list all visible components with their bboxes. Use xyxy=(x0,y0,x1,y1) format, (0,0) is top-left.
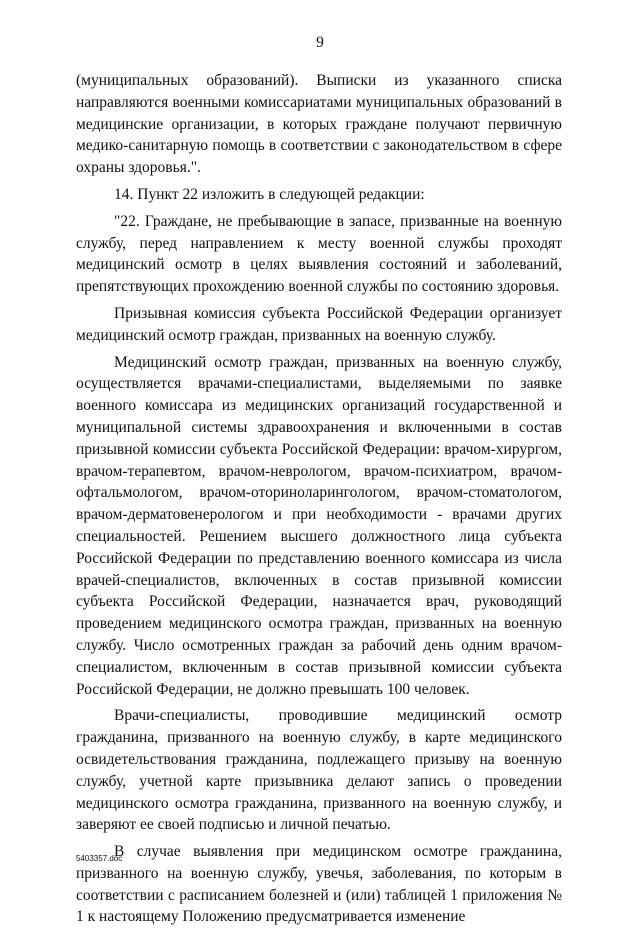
paragraph: Врачи-специалисты, проводившие медицинский осмотр гражданина, призванного на военную службу, в карте медицинского освидетельствования гражданина, подлежащего призыву на военную службу, учетной карте призывника делают запись о проведении медицинского осмотра гражданина, призванного на военную службу, и заверяют ее своей подписью и личной печатью. xyxy=(76,707,562,834)
paragraph: 14. Пункт 22 изложить в следующей редакции: xyxy=(114,185,425,203)
page-number: 9 xyxy=(316,34,324,51)
document-body xyxy=(76,70,562,928)
footer-doc-id: 5403357.doc xyxy=(76,854,123,863)
paragraph: (муниципальных образований). Выписки из указанного списка направляются военными комиссариатами муниципальных образований в медицинские организации, в которых граждане получают первичную медико-санитарную помощь в соответствии с законодательством в сфере охраны здоровья.". xyxy=(76,72,562,177)
paragraph: Медицинский осмотр граждан, призванных на военную службу, осуществляется врачами-специалистами, выделяемыми по заявке военного комиссара из медицинских организаций государственной и муниципальной системы здравоохранения и включенными в состав призывной комиссии субъекта Российской Федерации: врачом-хирургом, врачом-терапевтом, врачом-неврологом, врачом-психиатром, врачом-офтальмологом, врачом-оториноларингологом, врачом-стоматологом, врачом-дерматовенерологом и при необходимости - врачами других специальностей. Решением высшего должностного лица субъекта Российской Федерации по представлению военного комиссара из числа врачей-специалистов, включенных в состав призывной комиссии субъекта Российской Федерации, назначается врач, руководящий проведением медицинского осмотра граждан, призванных на военную службу. Число осмотренных граждан за рабочий день одним врачом-специалистом, включенным в состав призывной комиссии субъекта Российской Федерации, не должно превышать 100 человек. xyxy=(76,353,562,698)
paragraph: Призывная комиссия субъекта Российской Федерации организует медицинский осмотр граждан, призванных на военную службу. xyxy=(76,304,562,344)
paragraph: В случае выявления при медицинском осмотре гражданина, призванного на военную службу, увечья, заболевания, по которым в соответствии с расписанием болезней и (или) таблицей 1 приложения № 1 к настоящему Положению предусматривается изменение xyxy=(76,843,562,926)
paragraph: "22. Граждане, не пребывающие в запасе, призванные на военную службу, перед направлением к месту военной службы проходят медицинский осмотр в целях выявления состояний и заболеваний, препятствующих прохождению военной службы по состоянию здоровья. xyxy=(76,212,562,296)
